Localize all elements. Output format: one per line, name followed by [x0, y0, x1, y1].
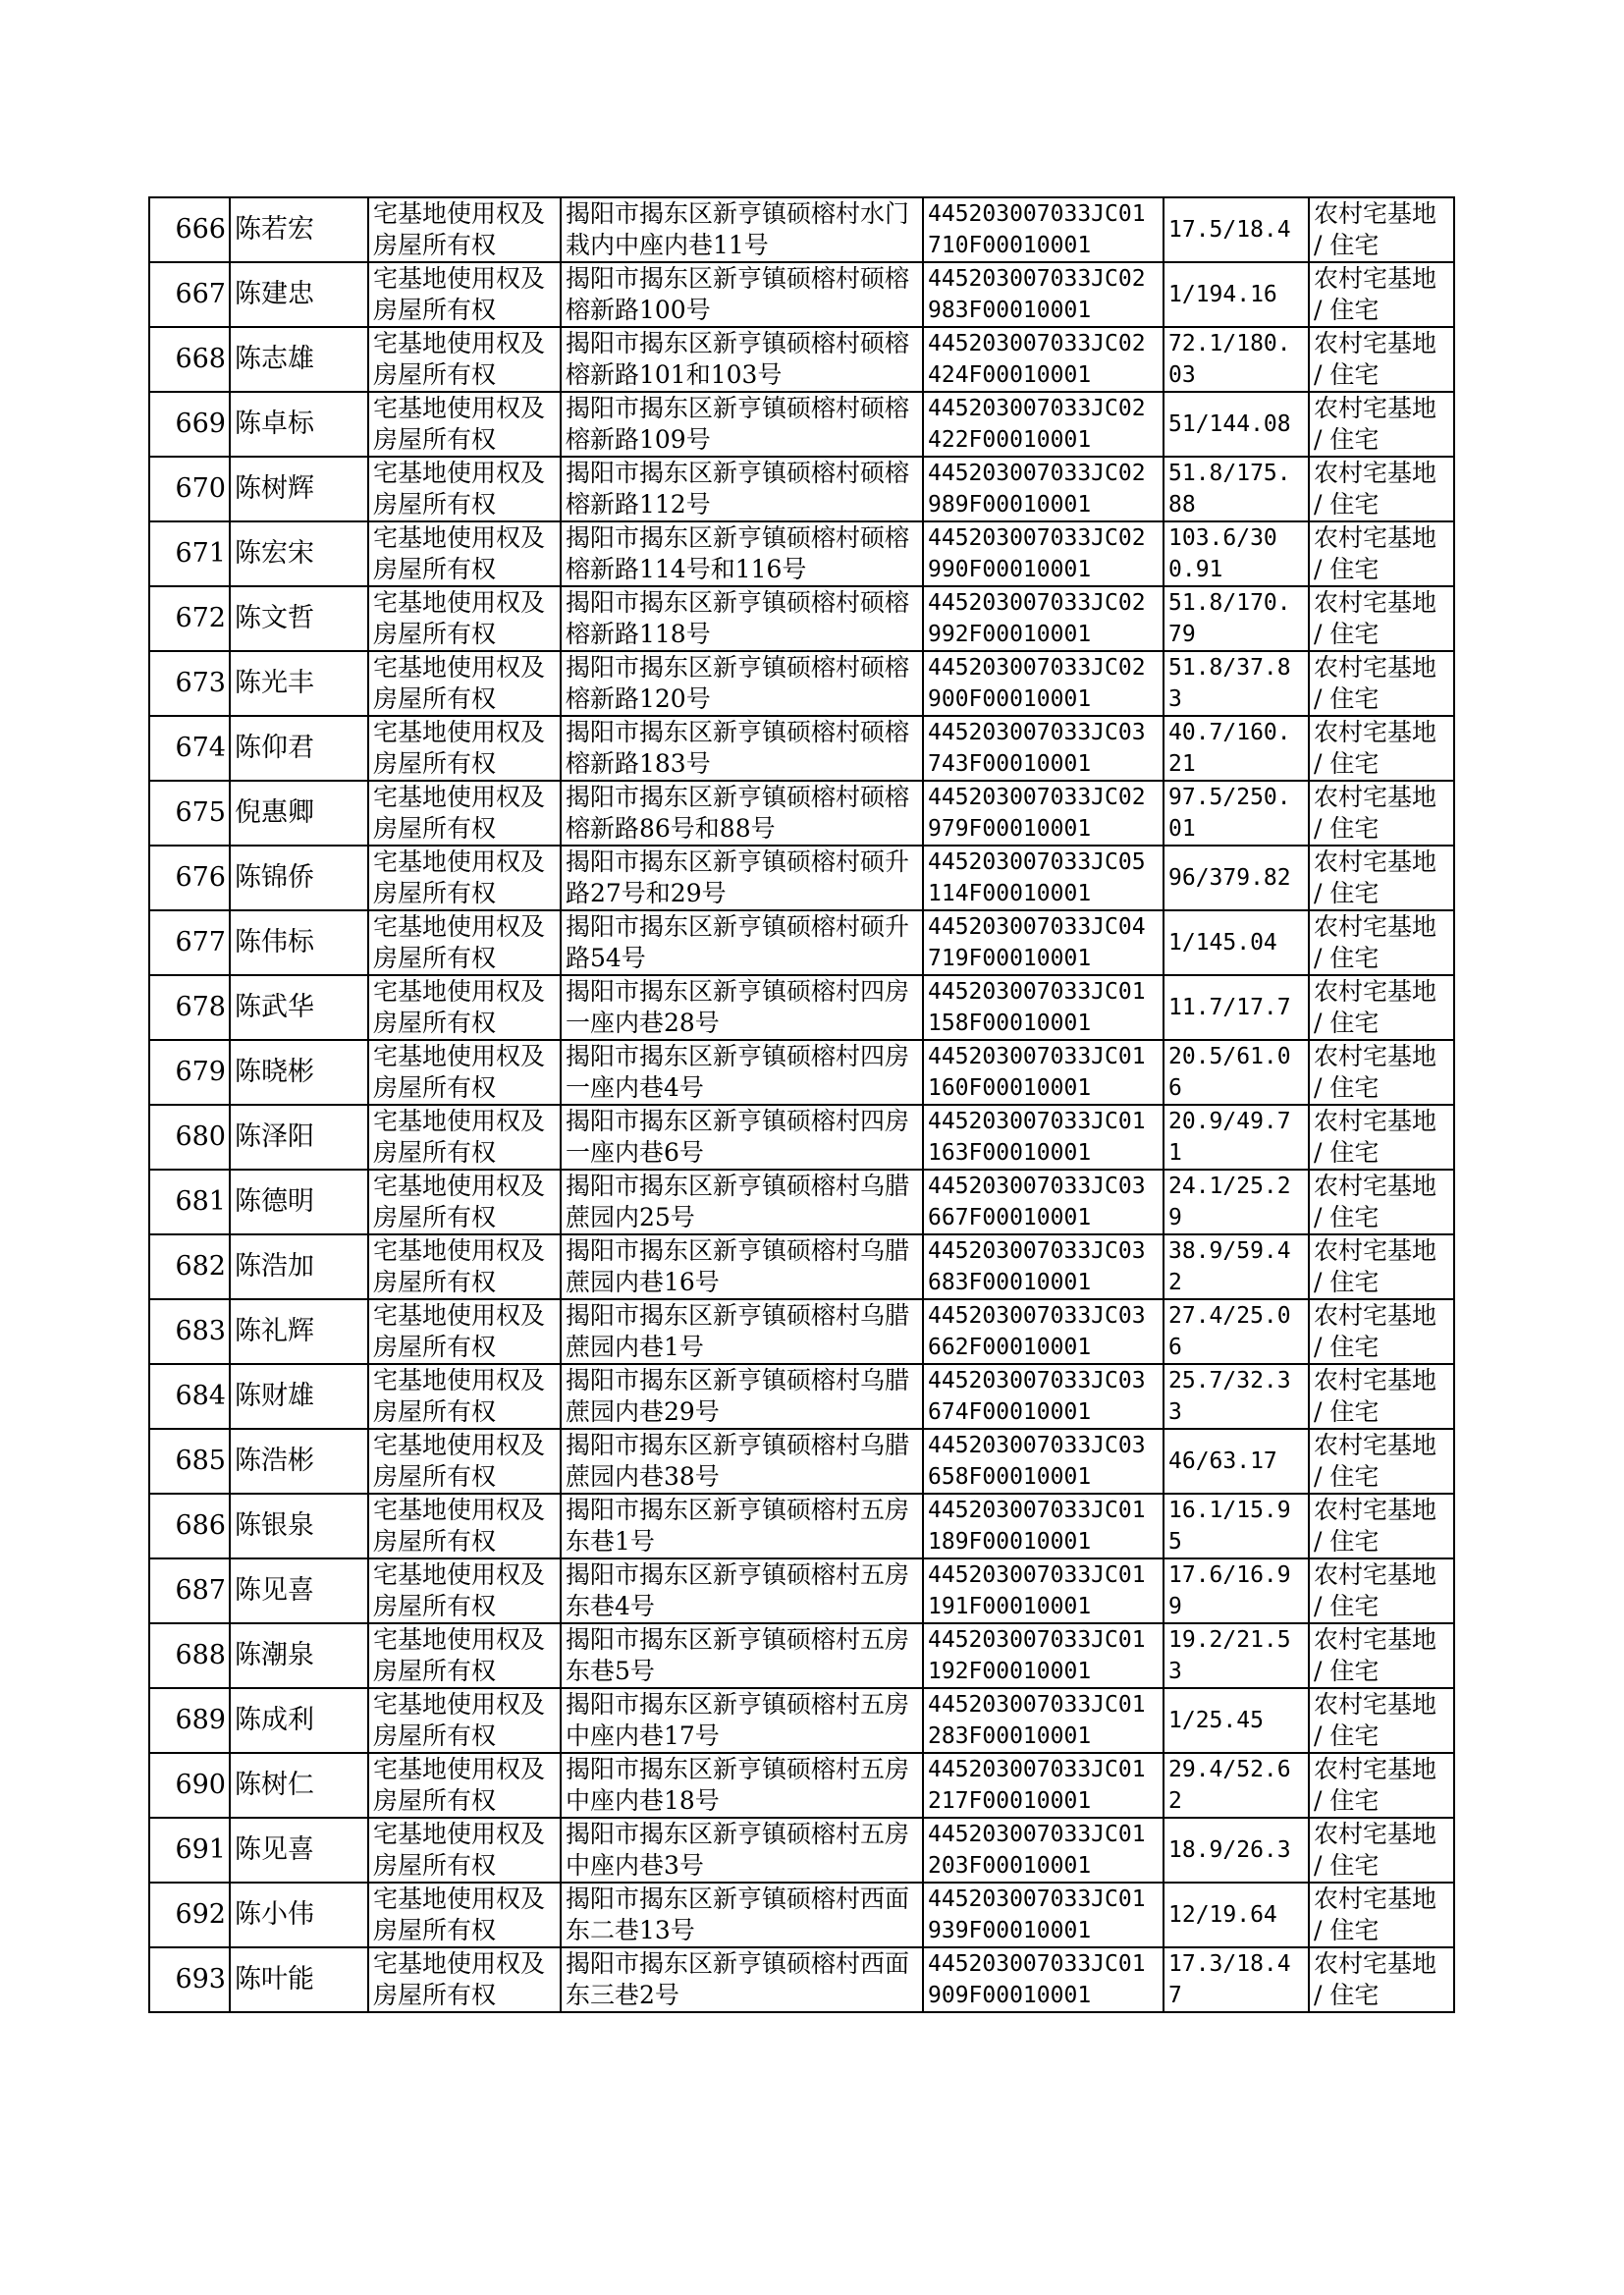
property-unit-code-cell: 445203007033JC02422F00010001: [923, 392, 1164, 457]
owner-name-cell: 陈浩彬: [230, 1429, 368, 1494]
property-unit-code-cell: 445203007033JC01158F00010001: [923, 975, 1164, 1040]
row-number-cell: 684: [149, 1364, 230, 1429]
land-use-cell: 农村宅基地 / 住宅: [1309, 1170, 1454, 1234]
property-address-cell: 揭阳市揭东区新亨镇硕榕村五房中座内巷3号: [561, 1818, 923, 1883]
owner-name-cell: 陈晓彬: [230, 1040, 368, 1105]
land-use-cell: 农村宅基地 / 住宅: [1309, 1105, 1454, 1170]
right-type-cell: 宅基地使用权及房屋所有权: [368, 975, 561, 1040]
register-table: [148, 196, 1455, 2013]
land-building-area-cell: 24.1/25.29: [1164, 1170, 1309, 1234]
owner-name-cell: 陈小伟: [230, 1883, 368, 1947]
property-address-cell: 揭阳市揭东区新亨镇硕榕村硕榕榕新路86号和88号: [561, 781, 923, 846]
owner-name-cell: 陈德明: [230, 1170, 368, 1234]
table-row: [149, 846, 1454, 910]
table-row: [149, 1688, 1454, 1753]
table-row: [149, 716, 1454, 781]
property-unit-code-cell: 445203007033JC01189F00010001: [923, 1494, 1164, 1558]
row-number-cell: 687: [149, 1558, 230, 1623]
right-type-cell: 宅基地使用权及房屋所有权: [368, 651, 561, 716]
right-type-cell: 宅基地使用权及房屋所有权: [368, 327, 561, 392]
owner-name-cell: 陈浩加: [230, 1234, 368, 1299]
land-building-area-cell: 72.1/180.03: [1164, 327, 1309, 392]
property-address-cell: 揭阳市揭东区新亨镇硕榕村硕升路27号和29号: [561, 846, 923, 910]
property-unit-code-cell: 445203007033JC03683F00010001: [923, 1234, 1164, 1299]
row-number-cell: 678: [149, 975, 230, 1040]
property-unit-code-cell: 445203007033JC02990F00010001: [923, 521, 1164, 586]
land-use-cell: 农村宅基地 / 住宅: [1309, 1947, 1454, 2012]
table-row: [149, 651, 1454, 716]
table-row: [149, 1883, 1454, 1947]
table-row: [149, 197, 1454, 262]
property-address-cell: 揭阳市揭东区新亨镇硕榕村五房东巷5号: [561, 1623, 923, 1688]
property-unit-code-cell: 445203007033JC02983F00010001: [923, 262, 1164, 327]
property-unit-code-cell: 445203007033JC01939F00010001: [923, 1883, 1164, 1947]
row-number-cell: 666: [149, 197, 230, 262]
property-unit-code-cell: 445203007033JC01160F00010001: [923, 1040, 1164, 1105]
property-address-cell: 揭阳市揭东区新亨镇硕榕村四房一座内巷6号: [561, 1105, 923, 1170]
owner-name-cell: 陈仰君: [230, 716, 368, 781]
table-row: [149, 1429, 1454, 1494]
property-unit-code-cell: 445203007033JC02900F00010001: [923, 651, 1164, 716]
property-unit-code-cell: 445203007033JC04719F00010001: [923, 910, 1164, 975]
table-row: [149, 262, 1454, 327]
right-type-cell: 宅基地使用权及房屋所有权: [368, 716, 561, 781]
right-type-cell: 宅基地使用权及房屋所有权: [368, 262, 561, 327]
right-type-cell: 宅基地使用权及房屋所有权: [368, 1753, 561, 1818]
land-building-area-cell: 17.6/16.99: [1164, 1558, 1309, 1623]
table-row: [149, 586, 1454, 651]
property-address-cell: 揭阳市揭东区新亨镇硕榕村西面东三巷2号: [561, 1947, 923, 2012]
land-building-area-cell: 12/19.64: [1164, 1883, 1309, 1947]
row-number-cell: 669: [149, 392, 230, 457]
land-building-area-cell: 51.8/37.83: [1164, 651, 1309, 716]
property-unit-code-cell: 445203007033JC02989F00010001: [923, 457, 1164, 521]
table-row: [149, 1947, 1454, 2012]
row-number-cell: 680: [149, 1105, 230, 1170]
owner-name-cell: 陈树辉: [230, 457, 368, 521]
row-number-cell: 691: [149, 1818, 230, 1883]
land-use-cell: 农村宅基地 / 住宅: [1309, 457, 1454, 521]
row-number-cell: 676: [149, 846, 230, 910]
right-type-cell: 宅基地使用权及房屋所有权: [368, 1429, 561, 1494]
property-unit-code-cell: 445203007033JC01203F00010001: [923, 1818, 1164, 1883]
row-number-cell: 685: [149, 1429, 230, 1494]
owner-name-cell: 陈财雄: [230, 1364, 368, 1429]
property-address-cell: 揭阳市揭东区新亨镇硕榕村硕榕榕新路100号: [561, 262, 923, 327]
row-number-cell: 681: [149, 1170, 230, 1234]
property-unit-code-cell: 445203007033JC05114F00010001: [923, 846, 1164, 910]
land-use-cell: 农村宅基地 / 住宅: [1309, 1883, 1454, 1947]
land-use-cell: 农村宅基地 / 住宅: [1309, 651, 1454, 716]
right-type-cell: 宅基地使用权及房屋所有权: [368, 457, 561, 521]
right-type-cell: 宅基地使用权及房屋所有权: [368, 1364, 561, 1429]
right-type-cell: 宅基地使用权及房屋所有权: [368, 1558, 561, 1623]
owner-name-cell: 陈礼辉: [230, 1299, 368, 1364]
land-use-cell: 农村宅基地 / 住宅: [1309, 521, 1454, 586]
owner-name-cell: 陈见喜: [230, 1558, 368, 1623]
table-row: [149, 975, 1454, 1040]
land-building-area-cell: 19.2/21.53: [1164, 1623, 1309, 1688]
owner-name-cell: 陈文哲: [230, 586, 368, 651]
row-number-cell: 668: [149, 327, 230, 392]
land-use-cell: 农村宅基地 / 住宅: [1309, 586, 1454, 651]
property-address-cell: 揭阳市揭东区新亨镇硕榕村硕榕榕新路120号: [561, 651, 923, 716]
land-use-cell: 农村宅基地 / 住宅: [1309, 392, 1454, 457]
land-use-cell: 农村宅基地 / 住宅: [1309, 327, 1454, 392]
property-address-cell: 揭阳市揭东区新亨镇硕榕村五房中座内巷18号: [561, 1753, 923, 1818]
table-row: [149, 1170, 1454, 1234]
property-unit-code-cell: 445203007033JC01191F00010001: [923, 1558, 1164, 1623]
land-building-area-cell: 103.6/300.91: [1164, 521, 1309, 586]
right-type-cell: 宅基地使用权及房屋所有权: [368, 1494, 561, 1558]
table-row: [149, 1818, 1454, 1883]
property-address-cell: 揭阳市揭东区新亨镇硕榕村五房东巷1号: [561, 1494, 923, 1558]
right-type-cell: 宅基地使用权及房屋所有权: [368, 1040, 561, 1105]
land-building-area-cell: 46/63.17: [1164, 1429, 1309, 1494]
right-type-cell: 宅基地使用权及房屋所有权: [368, 521, 561, 586]
land-building-area-cell: 97.5/250.01: [1164, 781, 1309, 846]
register-table-body: [149, 197, 1454, 2012]
land-building-area-cell: 38.9/59.42: [1164, 1234, 1309, 1299]
property-address-cell: 揭阳市揭东区新亨镇硕榕村硕榕榕新路114号和116号: [561, 521, 923, 586]
property-unit-code-cell: 445203007033JC03662F00010001: [923, 1299, 1164, 1364]
right-type-cell: 宅基地使用权及房屋所有权: [368, 1299, 561, 1364]
land-building-area-cell: 16.1/15.95: [1164, 1494, 1309, 1558]
row-number-cell: 667: [149, 262, 230, 327]
property-unit-code-cell: 445203007033JC01217F00010001: [923, 1753, 1164, 1818]
owner-name-cell: 陈成利: [230, 1688, 368, 1753]
land-building-area-cell: 1/145.04: [1164, 910, 1309, 975]
property-address-cell: 揭阳市揭东区新亨镇硕榕村硕榕榕新路101和103号: [561, 327, 923, 392]
property-unit-code-cell: 445203007033JC03674F00010001: [923, 1364, 1164, 1429]
property-unit-code-cell: 445203007033JC03743F00010001: [923, 716, 1164, 781]
property-address-cell: 揭阳市揭东区新亨镇硕榕村硕榕榕新路109号: [561, 392, 923, 457]
property-unit-code-cell: 445203007033JC01283F00010001: [923, 1688, 1164, 1753]
right-type-cell: 宅基地使用权及房屋所有权: [368, 197, 561, 262]
property-unit-code-cell: 445203007033JC01192F00010001: [923, 1623, 1164, 1688]
land-building-area-cell: 25.7/32.33: [1164, 1364, 1309, 1429]
land-use-cell: 农村宅基地 / 住宅: [1309, 1364, 1454, 1429]
land-use-cell: 农村宅基地 / 住宅: [1309, 1818, 1454, 1883]
land-building-area-cell: 17.3/18.47: [1164, 1947, 1309, 2012]
right-type-cell: 宅基地使用权及房屋所有权: [368, 1234, 561, 1299]
row-number-cell: 673: [149, 651, 230, 716]
table-row: [149, 521, 1454, 586]
row-number-cell: 677: [149, 910, 230, 975]
right-type-cell: 宅基地使用权及房屋所有权: [368, 1105, 561, 1170]
row-number-cell: 679: [149, 1040, 230, 1105]
owner-name-cell: 陈卓标: [230, 392, 368, 457]
land-building-area-cell: 96/379.82: [1164, 846, 1309, 910]
property-address-cell: 揭阳市揭东区新亨镇硕榕村水门栽内中座内巷11号: [561, 197, 923, 262]
owner-name-cell: 陈潮泉: [230, 1623, 368, 1688]
property-unit-code-cell: 445203007033JC02424F00010001: [923, 327, 1164, 392]
right-type-cell: 宅基地使用权及房屋所有权: [368, 1170, 561, 1234]
table-row: [149, 327, 1454, 392]
property-unit-code-cell: 445203007033JC02992F00010001: [923, 586, 1164, 651]
owner-name-cell: 陈银泉: [230, 1494, 368, 1558]
property-address-cell: 揭阳市揭东区新亨镇硕榕村硕榕榕新路118号: [561, 586, 923, 651]
owner-name-cell: 陈锦侨: [230, 846, 368, 910]
owner-name-cell: 陈叶能: [230, 1947, 368, 2012]
land-building-area-cell: 1/194.16: [1164, 262, 1309, 327]
land-building-area-cell: 51.8/175.88: [1164, 457, 1309, 521]
property-address-cell: 揭阳市揭东区新亨镇硕榕村四房一座内巷4号: [561, 1040, 923, 1105]
owner-name-cell: 陈若宏: [230, 197, 368, 262]
land-use-cell: 农村宅基地 / 住宅: [1309, 1558, 1454, 1623]
property-address-cell: 揭阳市揭东区新亨镇硕榕村硕榕榕新路112号: [561, 457, 923, 521]
owner-name-cell: 陈光丰: [230, 651, 368, 716]
land-building-area-cell: 40.7/160.21: [1164, 716, 1309, 781]
owner-name-cell: 陈志雄: [230, 327, 368, 392]
owner-name-cell: 倪惠卿: [230, 781, 368, 846]
owner-name-cell: 陈武华: [230, 975, 368, 1040]
property-address-cell: 揭阳市揭东区新亨镇硕榕村硕升路54号: [561, 910, 923, 975]
row-number-cell: 690: [149, 1753, 230, 1818]
land-use-cell: 农村宅基地 / 住宅: [1309, 716, 1454, 781]
land-use-cell: 农村宅基地 / 住宅: [1309, 1753, 1454, 1818]
property-unit-code-cell: 445203007033JC01909F00010001: [923, 1947, 1164, 2012]
table-row: [149, 457, 1454, 521]
owner-name-cell: 陈伟标: [230, 910, 368, 975]
row-number-cell: 688: [149, 1623, 230, 1688]
land-building-area-cell: 51.8/170.79: [1164, 586, 1309, 651]
right-type-cell: 宅基地使用权及房屋所有权: [368, 781, 561, 846]
table-row: [149, 392, 1454, 457]
table-row: [149, 1299, 1454, 1364]
row-number-cell: 693: [149, 1947, 230, 2012]
land-building-area-cell: 20.9/49.71: [1164, 1105, 1309, 1170]
property-address-cell: 揭阳市揭东区新亨镇硕榕村五房中座内巷17号: [561, 1688, 923, 1753]
row-number-cell: 686: [149, 1494, 230, 1558]
row-number-cell: 683: [149, 1299, 230, 1364]
land-use-cell: 农村宅基地 / 住宅: [1309, 1234, 1454, 1299]
land-building-area-cell: 20.5/61.06: [1164, 1040, 1309, 1105]
property-address-cell: 揭阳市揭东区新亨镇硕榕村乌腊蔗园内巷1号: [561, 1299, 923, 1364]
property-unit-code-cell: 445203007033JC03667F00010001: [923, 1170, 1164, 1234]
property-unit-code-cell: 445203007033JC02979F00010001: [923, 781, 1164, 846]
table-row: [149, 1558, 1454, 1623]
table-row: [149, 1623, 1454, 1688]
property-address-cell: 揭阳市揭东区新亨镇硕榕村硕榕榕新路183号: [561, 716, 923, 781]
property-address-cell: 揭阳市揭东区新亨镇硕榕村四房一座内巷28号: [561, 975, 923, 1040]
row-number-cell: 689: [149, 1688, 230, 1753]
land-use-cell: 农村宅基地 / 住宅: [1309, 781, 1454, 846]
right-type-cell: 宅基地使用权及房屋所有权: [368, 910, 561, 975]
right-type-cell: 宅基地使用权及房屋所有权: [368, 1623, 561, 1688]
property-address-cell: 揭阳市揭东区新亨镇硕榕村乌腊蔗园内巷38号: [561, 1429, 923, 1494]
right-type-cell: 宅基地使用权及房屋所有权: [368, 1883, 561, 1947]
table-row: [149, 781, 1454, 846]
row-number-cell: 675: [149, 781, 230, 846]
table-row: [149, 1040, 1454, 1105]
right-type-cell: 宅基地使用权及房屋所有权: [368, 1688, 561, 1753]
property-unit-code-cell: 445203007033JC03658F00010001: [923, 1429, 1164, 1494]
land-use-cell: 农村宅基地 / 住宅: [1309, 1299, 1454, 1364]
table-row: [149, 910, 1454, 975]
right-type-cell: 宅基地使用权及房屋所有权: [368, 1947, 561, 2012]
property-unit-code-cell: 445203007033JC01163F00010001: [923, 1105, 1164, 1170]
property-address-cell: 揭阳市揭东区新亨镇硕榕村乌腊蔗园内巷16号: [561, 1234, 923, 1299]
table-row: [149, 1753, 1454, 1818]
land-building-area-cell: 17.5/18.4: [1164, 197, 1309, 262]
land-building-area-cell: 1/25.45: [1164, 1688, 1309, 1753]
right-type-cell: 宅基地使用权及房屋所有权: [368, 846, 561, 910]
land-use-cell: 农村宅基地 / 住宅: [1309, 262, 1454, 327]
row-number-cell: 674: [149, 716, 230, 781]
table-row: [149, 1364, 1454, 1429]
land-use-cell: 农村宅基地 / 住宅: [1309, 1494, 1454, 1558]
row-number-cell: 670: [149, 457, 230, 521]
row-number-cell: 671: [149, 521, 230, 586]
land-building-area-cell: 29.4/52.62: [1164, 1753, 1309, 1818]
land-use-cell: 农村宅基地 / 住宅: [1309, 1040, 1454, 1105]
row-number-cell: 672: [149, 586, 230, 651]
owner-name-cell: 陈树仁: [230, 1753, 368, 1818]
right-type-cell: 宅基地使用权及房屋所有权: [368, 586, 561, 651]
table-row: [149, 1234, 1454, 1299]
land-use-cell: 农村宅基地 / 住宅: [1309, 910, 1454, 975]
row-number-cell: 692: [149, 1883, 230, 1947]
land-use-cell: 农村宅基地 / 住宅: [1309, 1623, 1454, 1688]
land-use-cell: 农村宅基地 / 住宅: [1309, 1429, 1454, 1494]
property-address-cell: 揭阳市揭东区新亨镇硕榕村乌腊蔗园内巷29号: [561, 1364, 923, 1429]
land-use-cell: 农村宅基地 / 住宅: [1309, 975, 1454, 1040]
property-unit-code-cell: 445203007033JC01710F00010001: [923, 197, 1164, 262]
right-type-cell: 宅基地使用权及房屋所有权: [368, 1818, 561, 1883]
property-address-cell: 揭阳市揭东区新亨镇硕榕村乌腊蔗园内25号: [561, 1170, 923, 1234]
owner-name-cell: 陈泽阳: [230, 1105, 368, 1170]
land-use-cell: 农村宅基地 / 住宅: [1309, 1688, 1454, 1753]
owner-name-cell: 陈宏宋: [230, 521, 368, 586]
right-type-cell: 宅基地使用权及房屋所有权: [368, 392, 561, 457]
owner-name-cell: 陈见喜: [230, 1818, 368, 1883]
land-use-cell: 农村宅基地 / 住宅: [1309, 846, 1454, 910]
land-use-cell: 农村宅基地 / 住宅: [1309, 197, 1454, 262]
property-address-cell: 揭阳市揭东区新亨镇硕榕村五房东巷4号: [561, 1558, 923, 1623]
land-building-area-cell: 18.9/26.3: [1164, 1818, 1309, 1883]
land-building-area-cell: 11.7/17.7: [1164, 975, 1309, 1040]
table-row: [149, 1494, 1454, 1558]
table-row: [149, 1105, 1454, 1170]
land-building-area-cell: 27.4/25.06: [1164, 1299, 1309, 1364]
owner-name-cell: 陈建忠: [230, 262, 368, 327]
property-address-cell: 揭阳市揭东区新亨镇硕榕村西面东二巷13号: [561, 1883, 923, 1947]
land-building-area-cell: 51/144.08: [1164, 392, 1309, 457]
row-number-cell: 682: [149, 1234, 230, 1299]
